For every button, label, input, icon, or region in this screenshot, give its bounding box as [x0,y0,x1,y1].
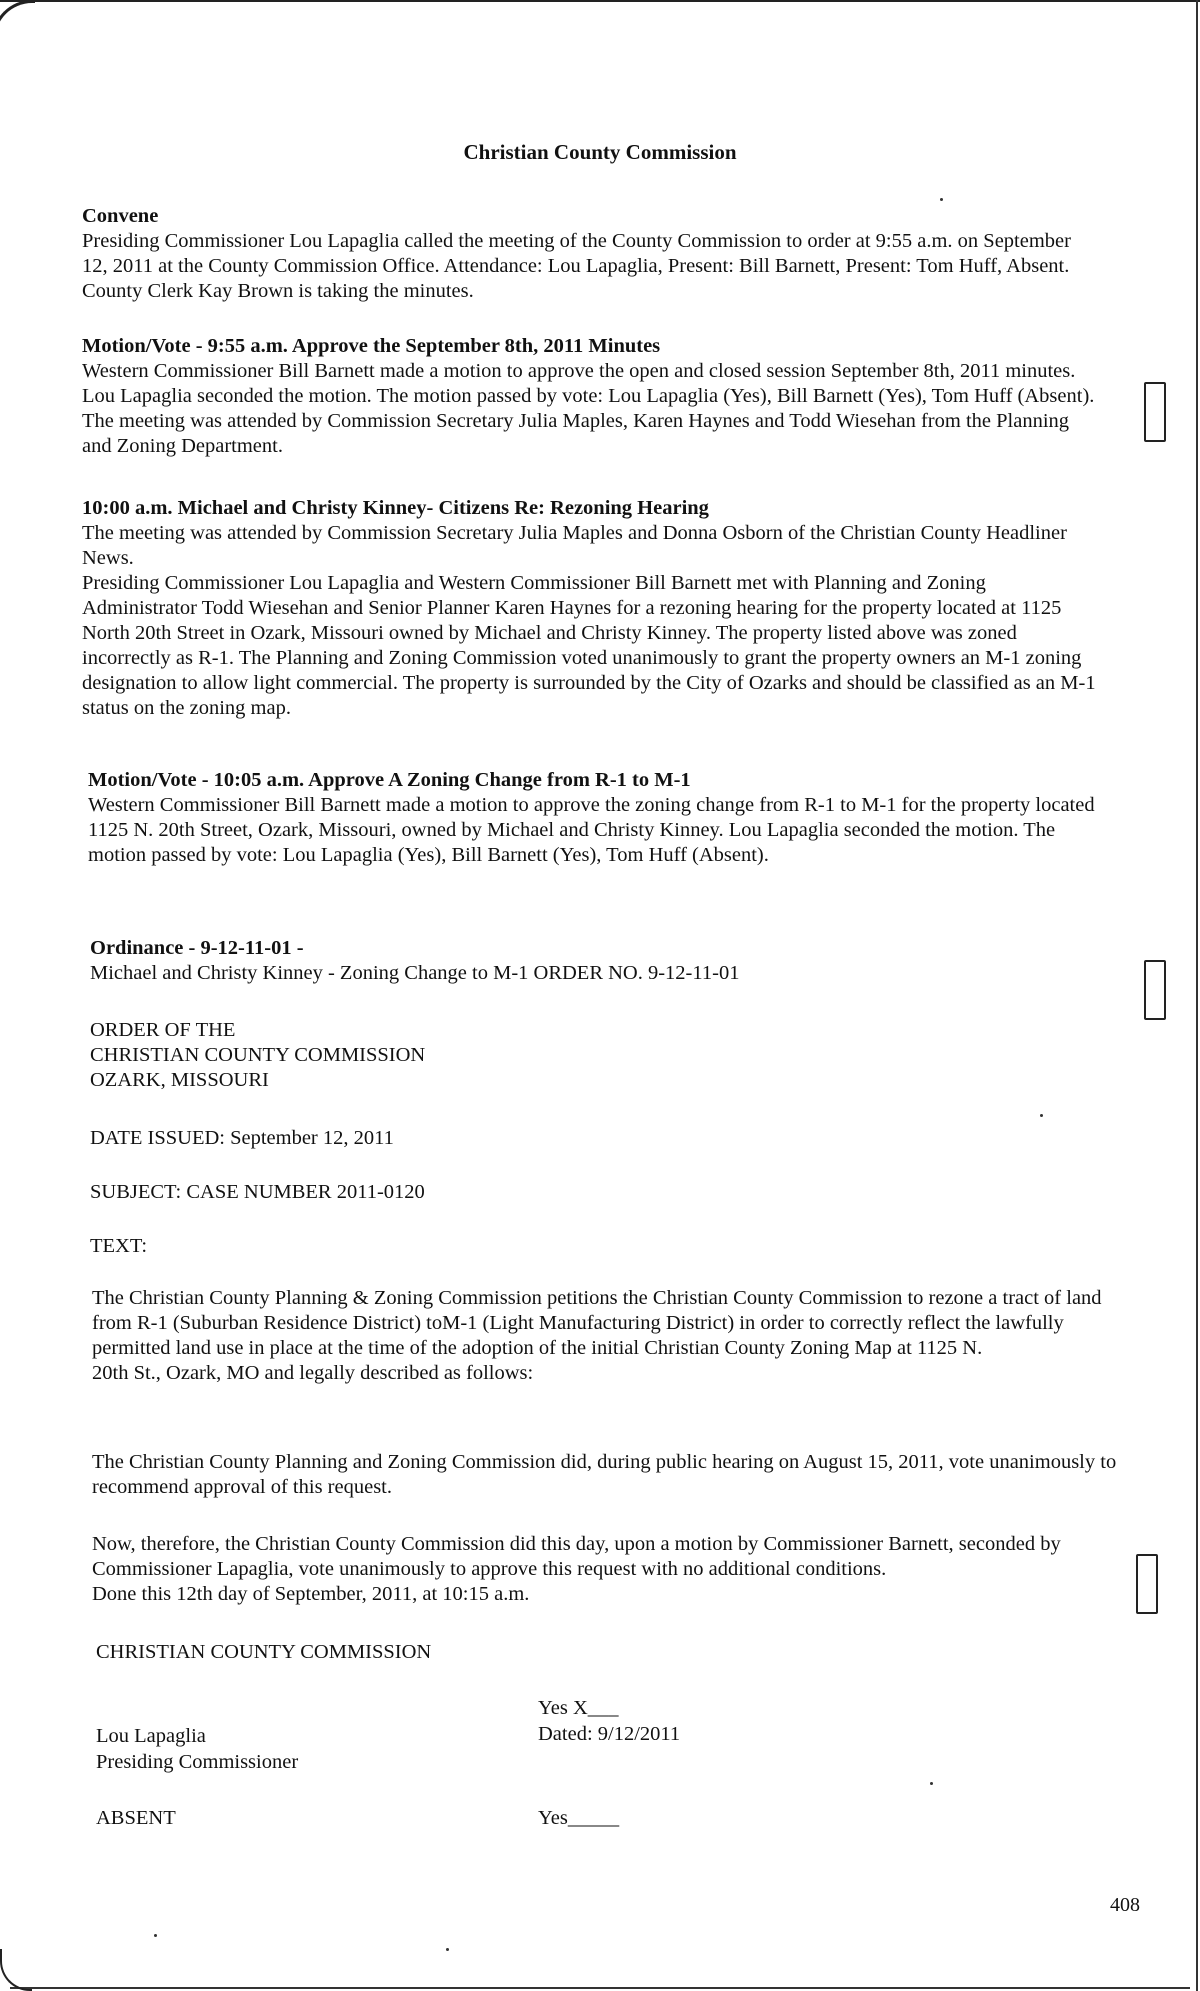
ordinance-text-recommendation: The Christian County Planning and Zoning Commission did, during public hearing on August 15, 2011, vote unanimously to recommend approval of this request. [92,1451,1117,1498]
scan-speck [1040,1114,1043,1117]
order-line: ORDER OF THE [90,1019,236,1041]
order-header [90,1018,1140,1093]
page-number: 408 [1110,1894,1140,1916]
section-heading: Convene [82,205,159,227]
convene-section [82,204,1092,304]
paragraph: Done this 12th day of September, 2011, at 10:15 a.m. [92,1583,530,1605]
scan-edge-top [0,0,1200,8]
section-text: Presiding Commissioner Lou Lapaglia and Western Commissioner Bill Barnett met with Planning and Zoning Administrator Todd Wiesehan and Senior Planner Karen Haynes for a rezoning hearing for the property located at 1125 North 20th Street in Ozark, Missouri owned by Michael and Christy Kinney. The property listed above was zoned incorrectly as R-1. The Planning and Zoning Commission voted unanimously to grant the property owners an M-1 zoning designation to allow light commercial. The property is surrounded by the City of Ozarks and should be classified as an M-1 status on the zoning map. [82,572,1096,719]
section-text: Presiding Commissioner Lou Lapaglia called the meeting of the County Commission to order at 9:55 a.m. on September 12, 2011 at the County Commission Office. Attendance: Lou Lapaglia, Present: Bill Barnett, Present: Tom Huff, Absent. County Clerk Kay Brown is taking the minutes. [82,230,1071,302]
scan-speck [154,1934,157,1937]
section-heading: Ordinance - 9-12-11-01 - [90,937,304,959]
signatory-role: Presiding Commissioner [96,1751,299,1773]
section-text: The meeting was attended by Commission Secretary Julia Maples and Donna Osborn of the Christian County Headliner News. [82,522,1067,569]
case-subject: SUBJECT: CASE NUMBER 2011-0120 [90,1181,425,1203]
margin-bracket [1144,382,1166,442]
document-title: Christian County Commission [463,140,737,164]
scan-edge-bottom [10,1987,1190,1989]
section-heading: Motion/Vote - 9:55 a.m. Approve the September 8th, 2011 Minutes [82,335,661,357]
scan-speck [940,198,943,201]
motion-zoning-change-section [88,768,1098,868]
dated-line: Dated: 9/12/2011 [538,1723,681,1745]
ordinance-subtitle: Michael and Christy Kinney - Zoning Change to M-1 ORDER NO. 9-12-11-01 [90,962,740,984]
paragraph: The Christian County Planning & Zoning Commission petitions the Christian County Commission to rezone a tract of land from R-1 (Suburban Residence District) toM-1 (Light Manufacturing District) in order to correctly reflect the lawfully permitted land use in place at the time of the adoption of the initial Christian County Zoning Map at 1125 N. [92,1287,1102,1359]
margin-bracket [1144,960,1166,1020]
scan-corner [0,0,35,63]
rezoning-hearing-section [82,496,1097,721]
scan-corner [0,1949,32,1991]
vote-line: Yes_____ [538,1807,620,1829]
ordinance-text-petition [92,1286,1142,1386]
section-heading: Motion/Vote - 10:05 a.m. Approve A Zoning Change from R-1 to M-1 [88,769,691,791]
paragraph: 20th St., Ozark, MO and legally described as follows: [92,1362,534,1384]
margin-bracket [1136,1554,1158,1614]
text-label: TEXT: [90,1235,148,1257]
section-heading: 10:00 a.m. Michael and Christy Kinney- Citizens Re: Rezoning Hearing [82,497,709,519]
section-text: Western Commissioner Bill Barnett made a motion to approve the open and closed session September 8th, 2011 minutes. Lou Lapaglia seconded the motion. The motion passed by vote: Lou Lapaglia (Yes), Bill Barnett (Yes), Tom Huff (Absent). The meeting was attended by Commission Secretary Julia Maples, Karen Haynes and Todd Wiesehan from the Planning and Zoning Department. [82,360,1095,457]
signatory-name: Lou Lapaglia [96,1725,206,1747]
signatory-absent: ABSENT [96,1807,176,1829]
ordinance-text-resolution [92,1532,1137,1607]
motion-approve-minutes-section [82,334,1102,459]
order-line: OZARK, MISSOURI [90,1069,269,1091]
date-issued: DATE ISSUED: September 12, 2011 [90,1127,394,1149]
scan-edge-right [1196,0,1198,1991]
section-text: Western Commissioner Bill Barnett made a motion to approve the zoning change from R-1 to M-1 for the property located 1125 N. 20th Street, Ozark, Missouri, owned by Michael and Christy Kinney. Lou Lapaglia seconded the motion. The motion passed by vote: Lou Lapaglia (Yes), Bill Barnett (Yes), Tom Huff (Absent). [88,794,1095,866]
order-line: CHRISTIAN COUNTY COMMISSION [90,1044,426,1066]
ordinance-section [90,936,1140,986]
scan-speck [446,1948,449,1951]
commission-signature-header: CHRISTIAN COUNTY COMMISSION [96,1641,432,1663]
scan-speck [930,1782,933,1785]
paragraph: Now, therefore, the Christian County Commission did this day, upon a motion by Commissioner Barnett, seconded by Commissioner Lapaglia, vote unanimously to approve this request with no additional conditions. [92,1533,1061,1580]
vote-line: Yes X___ [538,1697,619,1719]
